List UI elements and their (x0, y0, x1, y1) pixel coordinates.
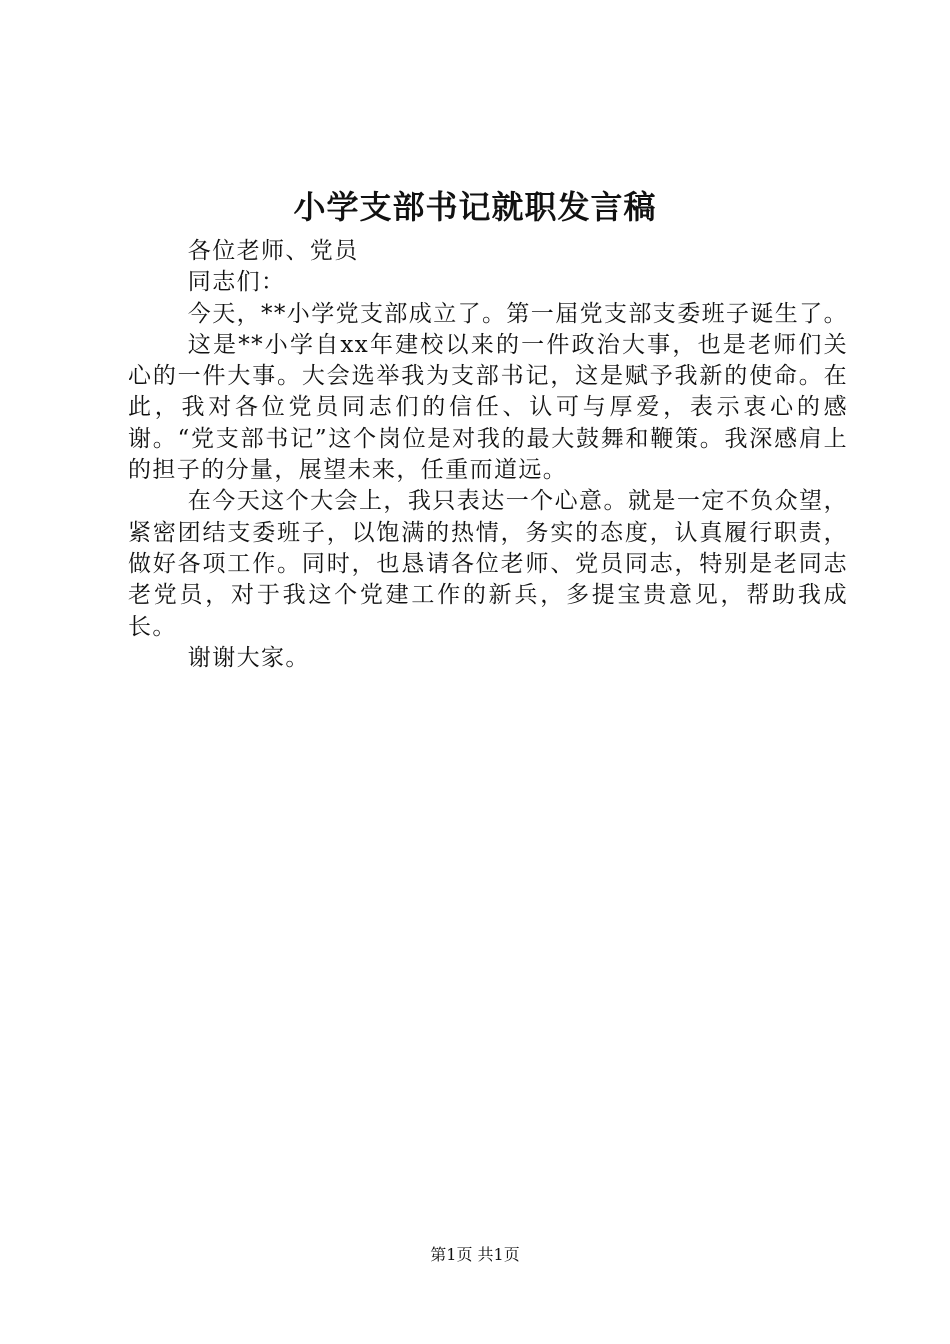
document-body (128, 236, 848, 674)
salutation-line-2: 同志们： (187, 269, 286, 296)
page-footer: 第1页 共1页 (430, 1245, 520, 1264)
paragraph-opening: 今天，**小学党支部成立了。第一届党支部支委班子诞生了。 (187, 300, 848, 327)
paragraph-commitment: 在今天这个大会上，我只表达一个心意。就是一定不负众望，紧密团结支委班子，以饱满的热情，务实的态度，认真履行职责，做好各项工作。同时，也恳请各位老师、党员同志，特别是老同志老党员，对于我这个党建工作的新兵，多提宝贵意见，帮助我成长。 (128, 488, 848, 640)
closing-line: 谢谢大家。 (187, 644, 310, 671)
paragraph-thanks: 这是**小学自xx年建校以来的一件政治大事，也是老师们关心的一件大事。大会选举我为支部书记，这是赋予我新的使命。在此，我对各位党员同志们的信任、认可与厚爱，表示衷心的感谢。“党支部书记”这个岗位是对我的最大鼓舞和鞭策。我深感肩上的担子的分量，展望未来，任重而道远。 (128, 331, 848, 484)
document-title: 小学支部书记就职发言稿 (293, 188, 657, 226)
salutation-line-1: 各位老师、党员 (187, 238, 359, 264)
